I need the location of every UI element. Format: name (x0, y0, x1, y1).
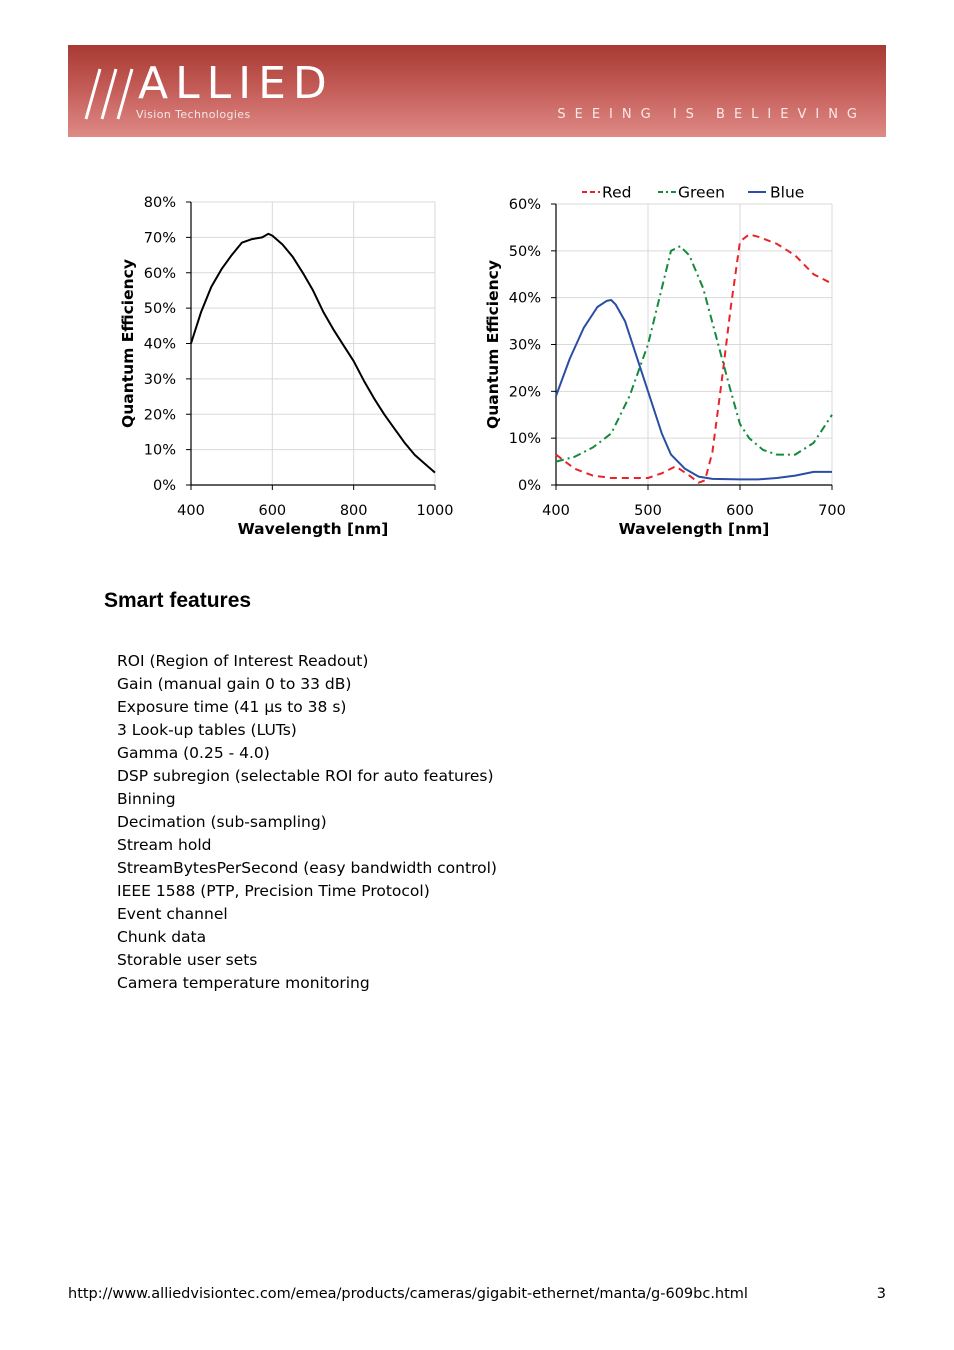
list-item: IEEE 1588 (PTP, Precision Time Protocol) (117, 882, 430, 900)
y-tick-label: 50% (143, 301, 176, 318)
list-item: Gamma (0.25 - 4.0) (117, 744, 270, 762)
list-item: Stream hold (117, 836, 212, 854)
y-tick-label: 30% (143, 371, 176, 388)
y-tick-label: 30% (508, 337, 541, 354)
y-tick-label: 10% (508, 431, 541, 448)
page-number: 3 (876, 1286, 886, 1302)
list-item: 3 Look-up tables (LUTs) (117, 721, 297, 739)
series-line-blue (556, 300, 832, 479)
y-tick-label: 40% (143, 336, 176, 353)
series-line-red (556, 234, 832, 482)
tagline: SEEING IS BELIEVING (557, 107, 866, 122)
list-item: Binning (117, 790, 176, 808)
y-tick-label: 20% (143, 407, 176, 424)
y-tick-label: 40% (508, 290, 541, 307)
feature-list (117, 650, 497, 995)
logo-text: ALLIED (138, 58, 334, 109)
header-banner (68, 45, 886, 137)
x-tick-label: 600 (258, 503, 287, 519)
series-line (191, 234, 435, 473)
list-item: DSP subregion (selectable ROI for auto features) (117, 767, 494, 785)
x-tick-label: 800 (339, 503, 368, 519)
y-tick-label: 60% (143, 265, 176, 282)
legend-label: Blue (770, 183, 805, 202)
qe-chart-color (470, 175, 850, 550)
legend-label: Green (678, 183, 725, 202)
list-item: Exposure time (41 µs to 38 s) (117, 698, 347, 716)
x-axis-label: Wavelength [nm] (237, 520, 389, 538)
y-tick-label: 80% (143, 195, 176, 211)
y-tick-label: 20% (508, 384, 541, 401)
legend-label: Red (602, 183, 632, 202)
x-tick-label: 400 (542, 503, 570, 519)
x-axis-label: Wavelength [nm] (618, 520, 770, 538)
list-item: Gain (manual gain 0 to 33 dB) (117, 675, 352, 693)
y-axis-label: Quantum Efficiency (119, 259, 137, 428)
x-tick-label: 500 (634, 503, 662, 519)
x-tick-label: 600 (726, 503, 754, 519)
list-item: Event channel (117, 905, 228, 923)
y-tick-label: 0% (517, 478, 541, 494)
qe-chart-mono (100, 180, 470, 550)
y-tick-label: 0% (152, 478, 176, 494)
footer-url: http://www.alliedvisiontec.com/emea/products/cameras/gigabit-ethernet/manta/g-609bc.html (68, 1286, 748, 1302)
x-tick-label: 400 (177, 503, 205, 519)
list-item: Chunk data (117, 928, 207, 946)
y-tick-label: 60% (508, 197, 541, 213)
list-item: Storable user sets (117, 951, 258, 969)
list-item: StreamBytesPerSecond (easy bandwidth control) (117, 859, 497, 877)
x-tick-label: 700 (818, 503, 846, 519)
list-item: Camera temperature monitoring (117, 974, 370, 992)
logo-subtitle: Vision Technologies (136, 108, 251, 121)
y-axis-label: Quantum Efficiency (484, 260, 502, 429)
y-tick-label: 70% (143, 230, 176, 247)
logo-slashes-icon (82, 65, 138, 123)
section-title: Smart features (104, 589, 252, 612)
series-line-green (556, 246, 832, 461)
y-tick-label: 50% (508, 243, 541, 260)
x-tick-label: 1000 (416, 503, 454, 519)
y-tick-label: 10% (143, 442, 176, 459)
list-item: ROI (Region of Interest Readout) (117, 652, 369, 670)
list-item: Decimation (sub-sampling) (117, 813, 327, 831)
